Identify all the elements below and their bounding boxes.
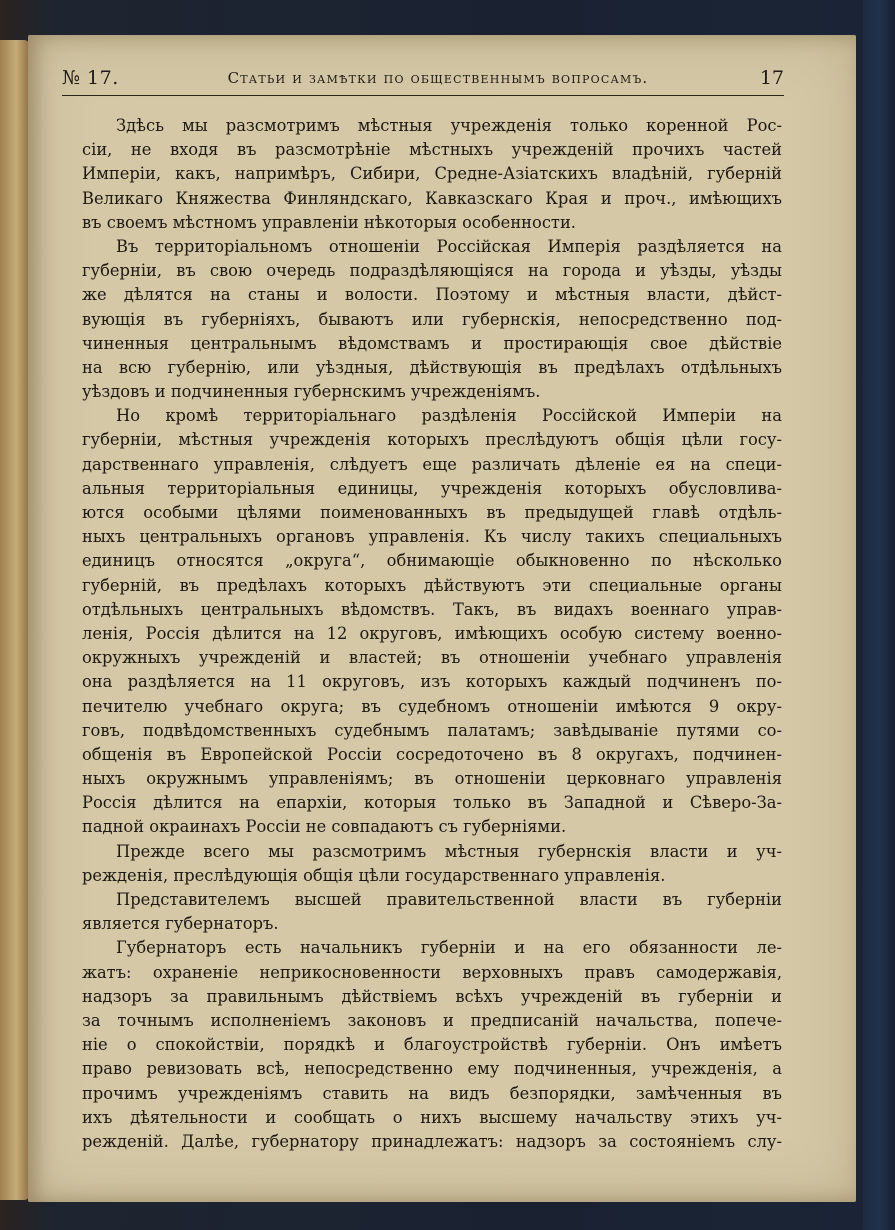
text-line: падной окраинахъ Россіи не совпадаютъ съ губерніями. [82, 817, 567, 837]
text-line: режденія, преслѣдующія общія цѣли государственнаго управленія. [82, 865, 666, 885]
text-line: же дѣлятся на станы и волости. Поэтому и мѣстныя власти, дѣйст- [82, 285, 782, 305]
text-line: общенія въ Европейской Россіи сосредоточено въ 8 округахъ, подчинен- [82, 744, 782, 764]
text-line: окружныхъ учрежденій и властей; въ отношеніи учебнаго управленія [82, 648, 782, 668]
text-line: жатъ: охраненіе неприкосновенности верховныхъ правъ самодержавія, [82, 962, 782, 982]
text-line: является губернаторъ. [82, 914, 279, 934]
text-line: ніе о спокойствіи, порядкѣ и благоустройствѣ губерніи. Онъ имѣетъ [82, 1035, 782, 1055]
text-line: на всю губернію, или уѣздныя, дѣйствующія въ предѣлахъ отдѣльныхъ [82, 357, 782, 377]
text-line: губерніи, мѣстныя учрежденія которыхъ преслѣдуютъ общія цѣли госу- [82, 430, 782, 450]
text-line: ихъ дѣятельности и сообщать о нихъ высшему начальству этихъ уч- [82, 1107, 782, 1127]
text-line: режденій. Далѣе, губернатору принадлежатъ: надзоръ за состояніемъ слу- [82, 1131, 782, 1151]
text-line: ныхъ центральныхъ органовъ управленія. Къ числу такихъ специальныхъ [82, 527, 782, 547]
text-line: Представителемъ высшей правительственной власти въ губерніи [116, 890, 782, 909]
text-line: за точнымъ исполненіемъ законовъ и предписаній начальства, попече- [82, 1010, 782, 1030]
page-number: 17 [759, 67, 784, 89]
text-line: надзоръ за правильнымъ дѣйствіемъ всѣхъ учрежденій въ губерніи и [82, 986, 782, 1006]
text-line: единицъ относятся „округа“, обнимающіе обыкновенно по нѣсколько [82, 551, 782, 571]
text-line: печителю учебнаго округа; въ судебномъ отношеніи имѣются 9 окру- [82, 696, 782, 716]
text-line: Въ территоріальномъ отношеніи Россійская Имперія раздѣляется на [116, 236, 782, 256]
text-line: ныхъ окружнымъ управленіямъ; въ отношеніи церковнаго управленія [82, 769, 782, 789]
text-line: чиненныя центральнымъ вѣдомствамъ и простирающія свое дѣйствіе [82, 333, 782, 353]
text-line: альныя территоріальныя единицы, учрежденія которыхъ обусловлива- [82, 478, 782, 498]
book-page [28, 35, 856, 1202]
book-cover-edge [863, 0, 895, 1230]
text-line: Здѣсь мы разсмотримъ мѣстныя учрежденія только коренной Рос- [116, 116, 782, 135]
text-line: она раздѣляется на 11 округовъ, изъ которыхъ каждый подчиненъ по- [82, 672, 782, 692]
text-line: Прежде всего мы разсмотримъ мѣстныя губернскія власти и уч- [116, 841, 782, 861]
text-line: Но кромѣ территоріальнаго раздѣленія Россійской Имперіи на [116, 406, 782, 426]
text-line: въ своемъ мѣстномъ управленіи нѣкоторыя особенности. [82, 212, 576, 232]
text-line: дарственнаго управленія, слѣдуетъ еще различать дѣленіе ея на специ- [82, 454, 782, 474]
text-line: губерніи, въ свою очередь подраздѣляющіяся на города и уѣзды, уѣзды [82, 261, 782, 281]
text-line: ются особыми цѣлями поименованныхъ въ предыдущей главѣ отдѣль- [82, 503, 782, 522]
text-line: право ревизовать всѣ, непосредственно ему подчиненныя, учрежденія, а [82, 1059, 782, 1079]
text-line: отдѣльныхъ центральныхъ вѣдомствъ. Такъ, въ видахъ военнаго управ- [82, 599, 782, 619]
text-line: Великаго Княжества Финляндскаго, Кавказскаго Края и проч., имѣющихъ [82, 188, 782, 208]
left-page-edge [0, 40, 30, 1200]
text-line: уѣздовъ и подчиненныя губернскимъ учрежденіямъ. [82, 382, 541, 402]
issue-number: № 17. [62, 67, 119, 89]
text-line: ленія, Россія дѣлится на 12 округовъ, имѣющихъ особую систему военно- [82, 623, 782, 643]
header-rule [62, 95, 784, 96]
text-line: вующія въ губерніяхъ, бываютъ или губернскія, непосредственно под- [82, 309, 782, 329]
running-title: Статьи и замѣтки по общественнымъ вопросамъ. [227, 69, 649, 87]
text-line: губерній, въ предѣлахъ которыхъ дѣйствуютъ эти специальные органы [82, 575, 782, 595]
body-text [82, 114, 782, 1154]
text-line: говъ, подвѣдомственныхъ судебнымъ палатамъ; завѣдываніе путями со- [82, 720, 782, 740]
text-line: прочимъ учрежденіямъ ставить на видъ безпорядки, замѣченныя въ [82, 1083, 782, 1103]
running-header [62, 67, 784, 95]
text-line: Россія дѣлится на епархіи, которыя только въ Западной и Сѣверо-За- [82, 793, 782, 813]
text-line: Имперіи, какъ, напримѣръ, Сибири, Средне-Азіатскихъ владѣній, губерній [82, 164, 782, 184]
text-line: Губернаторъ есть начальникъ губерніи и на его обязанности ле- [116, 938, 782, 958]
text-line: сіи, не входя въ разсмотрѣніе мѣстныхъ учрежденій прочихъ частей [82, 140, 782, 160]
